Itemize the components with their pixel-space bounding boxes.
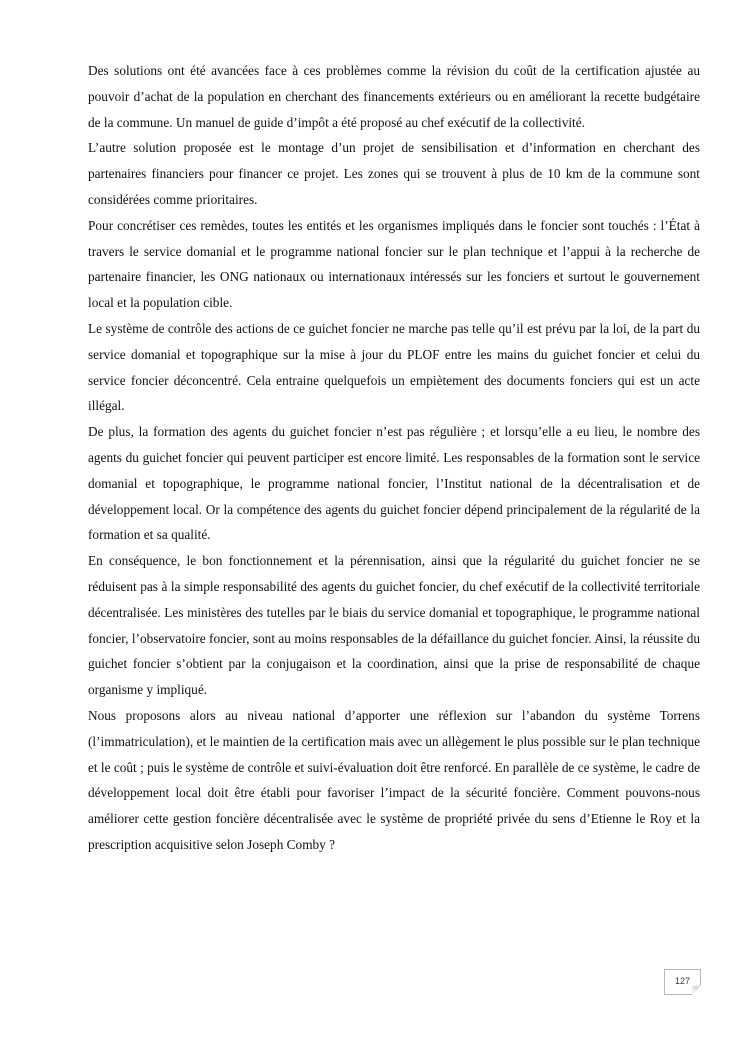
page-number-box (664, 969, 701, 995)
page-number: 127 (674, 976, 691, 986)
paragraph-consequence: En conséquence, le bon fonctionnement et la pérennisation, ainsi que la régularité du guichet foncier ne se réduisent pas à la simple responsabilité des agents du guichet foncier, du chef exécutif de la collectivité territoriale décentralisée. Les ministères des tutelles par le biais du service domanial et topographique, le programme national foncier, l’observatoire foncier, sont au moins responsables de la défaillance du guichet foncier. Ainsi, la réussite du guichet foncier s’obtient par la conjugaison et la coordination, ainsi que la prise de responsabilité de chaque organisme y impliqué. (88, 553, 700, 698)
paragraph-proposition: Nous proposons alors au niveau national d’apporter une réflexion sur l’abandon du système Torrens (l’immatriculation), et le maintien de la certification mais avec un allègement le plus possible sur le plan technique et le coût ; puis le système de contrôle et suivi-évaluation doit être renforcé. En parallèle de ce système, le cadre de développement local doit être établi pour favoriser l’impact de la sécurité foncière. Comment pouvons-nous améliorer cette gestion foncière décentralisée avec le système de propriété privée du sens d’Etienne le Roy et la prescription acquisitive selon Joseph Comby ? (88, 707, 700, 852)
paragraph-autre-solution: L’autre solution proposée est le montage d’un projet de sensibilisation et d’information en cherchant des partenaires financiers pour financer ce projet. Les zones qui se trouvent à plus de 10 km de la commune sont considérées comme prioritaires. (88, 140, 700, 207)
paragraph-concretiser: Pour concrétiser ces remèdes, toutes les entités et les organismes impliqués dans le foncier sont touchés : l’État à travers le service domanial et le programme national foncier sur le plan technique et l’appui à la recherche de partenaire financier, les ONG nationaux ou internationaux intéressés sur les fonciers et surtout le gouvernement local et la population cible. (88, 217, 700, 311)
page-curl-edge (692, 986, 701, 995)
paragraph-solutions: Des solutions ont été avancées face à ces problèmes comme la révision du coût de la certification ajustée au pouvoir d’achat de la population en cherchant des financements extérieurs ou en améliorant la recette budgétaire de la commune. Un manuel de guide d’impôt a été proposé au chef exécutif de la collectivité. (88, 63, 700, 130)
document-body (88, 58, 700, 858)
paragraph-systeme-controle: Le système de contrôle des actions de ce guichet foncier ne marche pas telle qu’il est prévu par la loi, de la part du service domanial et topographique sur la mise à jour du PLOF entre les mains du guichet foncier et celui du service foncier déconcentré. Cela entraine quelquefois un empiètement des documents fonciers qui est un acte illégal. (88, 320, 700, 414)
paragraph-formation: De plus, la formation des agents du guichet foncier n’est pas régulière ; et lorsqu’elle a eu lieu, le nombre des agents du guichet foncier qui peuvent participer est encore limité. Les responsables de la formation sont le service domanial et topographique, le programme national foncier, l’Institut national de la décentralisation et de développement local. Or la compétence des agents du guichet foncier dépend principalement de la régularité de la formation et sa qualité. (88, 424, 700, 543)
